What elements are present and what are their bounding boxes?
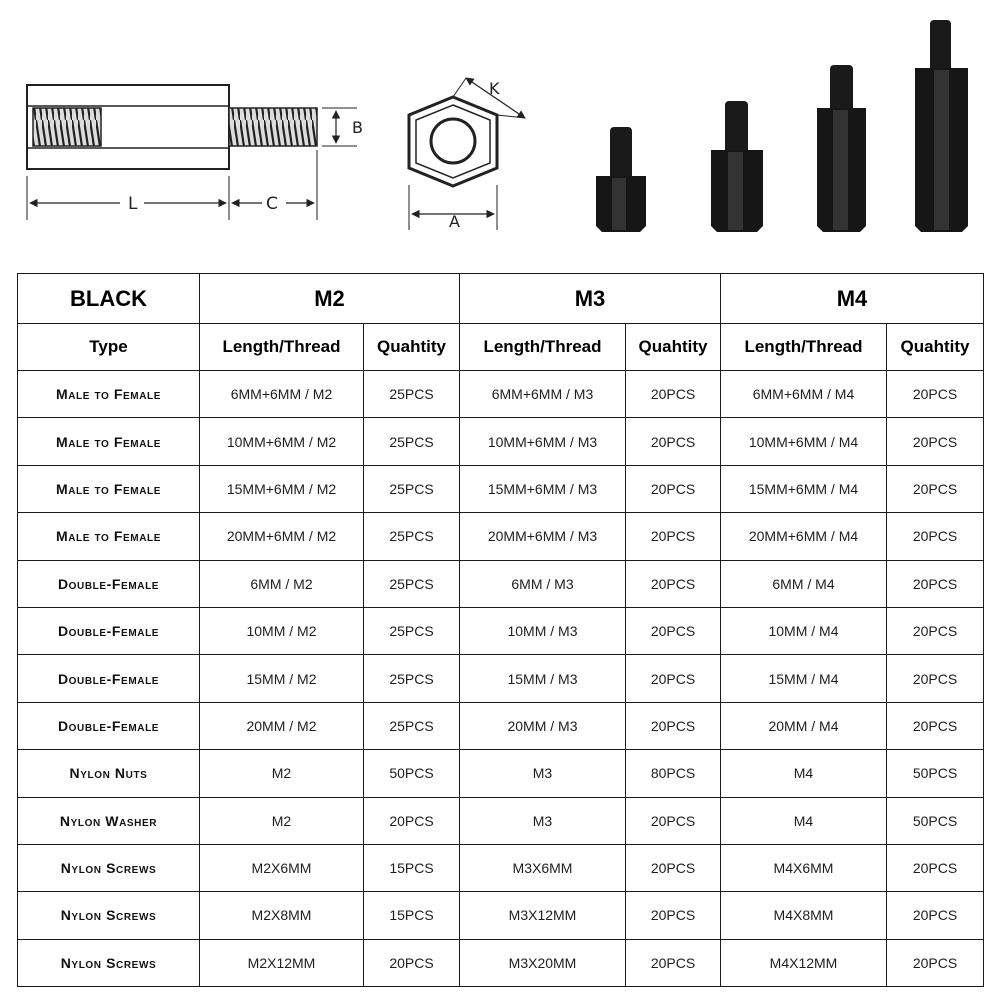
type-cell: Nylon Washer: [18, 797, 200, 844]
m3-qty-cell: 20PCS: [626, 607, 721, 654]
m2-length-cell: M2: [200, 797, 364, 844]
type-cell: Double-Female: [18, 607, 200, 654]
m3-length-cell: 10MM / M3: [460, 607, 626, 654]
table-row: [18, 939, 984, 986]
corner-label: BLACK: [18, 274, 200, 324]
m3-length-cell: 10MM+6MM / M3: [460, 418, 626, 465]
group-header-m3: M3: [460, 274, 721, 324]
m4-qty-cell: 20PCS: [887, 655, 984, 702]
table-row: [18, 892, 984, 939]
m3-qty-cell: 20PCS: [626, 844, 721, 891]
m3-qty-cell: 20PCS: [626, 655, 721, 702]
m4-length-cell: M4X6MM: [721, 844, 887, 891]
standoff-2: [711, 101, 763, 232]
m3-length-cell: 6MM / M3: [460, 560, 626, 607]
m2-length-cell: 15MM / M2: [200, 655, 364, 702]
m2-qty-cell: 25PCS: [364, 371, 460, 418]
m4-length-cell: M4X8MM: [721, 892, 887, 939]
m2-length-cell: 20MM+6MM / M2: [200, 513, 364, 560]
m2-length-cell: 6MM / M2: [200, 560, 364, 607]
m4-length-cell: 6MM / M4: [721, 560, 887, 607]
m2-qty-cell: 15PCS: [364, 844, 460, 891]
table-row: [18, 844, 984, 891]
m4-qty-cell: 20PCS: [887, 702, 984, 749]
m2-length-cell: M2X6MM: [200, 844, 364, 891]
group-header-m4: M4: [721, 274, 984, 324]
m2-qty-cell: 25PCS: [364, 418, 460, 465]
m3-length-header: Length/Thread: [460, 324, 626, 371]
hex-end-view-drawing: [409, 78, 525, 231]
m2-qty-cell: 25PCS: [364, 655, 460, 702]
standoff-3: [817, 65, 866, 232]
m4-qty-cell: 20PCS: [887, 371, 984, 418]
type-cell: Nylon Nuts: [18, 750, 200, 797]
table-row: [18, 465, 984, 512]
m2-qty-cell: 25PCS: [364, 607, 460, 654]
m4-qty-cell: 20PCS: [887, 892, 984, 939]
m4-qty-cell: 20PCS: [887, 465, 984, 512]
side-view-drawing: [27, 85, 363, 220]
type-cell: Nylon Screws: [18, 939, 200, 986]
table-row: [18, 797, 984, 844]
group-header-row: [18, 274, 984, 324]
m2-qty-cell: 20PCS: [364, 797, 460, 844]
m4-length-cell: M4: [721, 750, 887, 797]
m3-qty-header: Quahtity: [626, 324, 721, 371]
m2-qty-cell: 15PCS: [364, 892, 460, 939]
m3-qty-cell: 20PCS: [626, 702, 721, 749]
dim-k-label: K: [489, 79, 500, 98]
type-cell: Nylon Screws: [18, 892, 200, 939]
m2-qty-cell: 20PCS: [364, 939, 460, 986]
m4-qty-cell: 50PCS: [887, 750, 984, 797]
m2-qty-cell: 50PCS: [364, 750, 460, 797]
m3-qty-cell: 20PCS: [626, 513, 721, 560]
m3-length-cell: M3X20MM: [460, 939, 626, 986]
m3-qty-cell: 20PCS: [626, 892, 721, 939]
m3-length-cell: 15MM+6MM / M3: [460, 465, 626, 512]
type-cell: Nylon Screws: [18, 844, 200, 891]
m3-qty-cell: 20PCS: [626, 797, 721, 844]
m4-length-header: Length/Thread: [721, 324, 887, 371]
m4-length-cell: 10MM+6MM / M4: [721, 418, 887, 465]
m4-qty-cell: 20PCS: [887, 607, 984, 654]
standoff-1: [596, 127, 646, 232]
m4-length-cell: M4X12MM: [721, 939, 887, 986]
type-cell: Male to Female: [18, 418, 200, 465]
m4-length-cell: 6MM+6MM / M4: [721, 371, 887, 418]
m2-length-header: Length/Thread: [200, 324, 364, 371]
type-cell: Double-Female: [18, 655, 200, 702]
type-cell: Double-Female: [18, 560, 200, 607]
m2-qty-cell: 25PCS: [364, 465, 460, 512]
m4-qty-cell: 50PCS: [887, 797, 984, 844]
m4-qty-cell: 20PCS: [887, 418, 984, 465]
m2-length-cell: M2: [200, 750, 364, 797]
m4-qty-cell: 20PCS: [887, 560, 984, 607]
m2-length-cell: 10MM / M2: [200, 607, 364, 654]
type-header: Type: [18, 324, 200, 371]
m3-qty-cell: 20PCS: [626, 418, 721, 465]
type-cell: Double-Female: [18, 702, 200, 749]
type-cell: Male to Female: [18, 465, 200, 512]
m4-length-cell: 15MM+6MM / M4: [721, 465, 887, 512]
m4-length-cell: 20MM / M4: [721, 702, 887, 749]
m4-qty-cell: 20PCS: [887, 513, 984, 560]
m3-length-cell: M3X6MM: [460, 844, 626, 891]
type-cell: Male to Female: [18, 513, 200, 560]
m3-length-cell: M3: [460, 750, 626, 797]
m3-qty-cell: 20PCS: [626, 371, 721, 418]
m3-qty-cell: 20PCS: [626, 939, 721, 986]
m2-length-cell: M2X12MM: [200, 939, 364, 986]
m3-qty-cell: 20PCS: [626, 465, 721, 512]
type-cell: Male to Female: [18, 371, 200, 418]
m3-length-cell: M3X12MM: [460, 892, 626, 939]
m2-length-cell: 20MM / M2: [200, 702, 364, 749]
m3-qty-cell: 20PCS: [626, 560, 721, 607]
table-row: [18, 750, 984, 797]
m2-length-cell: M2X8MM: [200, 892, 364, 939]
m4-length-cell: 20MM+6MM / M4: [721, 513, 887, 560]
m3-length-cell: 20MM / M3: [460, 702, 626, 749]
table-row: [18, 560, 984, 607]
standoff-illustration: [0, 0, 1000, 265]
table-row: [18, 418, 984, 465]
dim-l-label: L: [128, 194, 138, 214]
m4-length-cell: 15MM / M4: [721, 655, 887, 702]
m3-qty-cell: 80PCS: [626, 750, 721, 797]
m4-length-cell: M4: [721, 797, 887, 844]
m2-qty-cell: 25PCS: [364, 513, 460, 560]
m2-qty-header: Quahtity: [364, 324, 460, 371]
table-row: [18, 371, 984, 418]
m2-length-cell: 6MM+6MM / M2: [200, 371, 364, 418]
m3-length-cell: 6MM+6MM / M3: [460, 371, 626, 418]
group-header-m2: M2: [200, 274, 460, 324]
m3-length-cell: M3: [460, 797, 626, 844]
dim-c-label: C: [266, 194, 278, 214]
m3-length-cell: 15MM / M3: [460, 655, 626, 702]
dim-a-label: A: [449, 212, 460, 231]
m4-qty-header: Quahtity: [887, 324, 984, 371]
table-row: [18, 513, 984, 560]
table-row: [18, 702, 984, 749]
m2-qty-cell: 25PCS: [364, 560, 460, 607]
spec-table: [17, 273, 984, 987]
m2-length-cell: 10MM+6MM / M2: [200, 418, 364, 465]
table-row: [18, 607, 984, 654]
m4-qty-cell: 20PCS: [887, 939, 984, 986]
dim-b-label: B: [352, 118, 363, 137]
m4-length-cell: 10MM / M4: [721, 607, 887, 654]
m2-length-cell: 15MM+6MM / M2: [200, 465, 364, 512]
m4-qty-cell: 20PCS: [887, 844, 984, 891]
standoff-4: [915, 20, 968, 232]
m2-qty-cell: 25PCS: [364, 702, 460, 749]
table-row: [18, 655, 984, 702]
m3-length-cell: 20MM+6MM / M3: [460, 513, 626, 560]
column-header-row: [18, 324, 984, 371]
